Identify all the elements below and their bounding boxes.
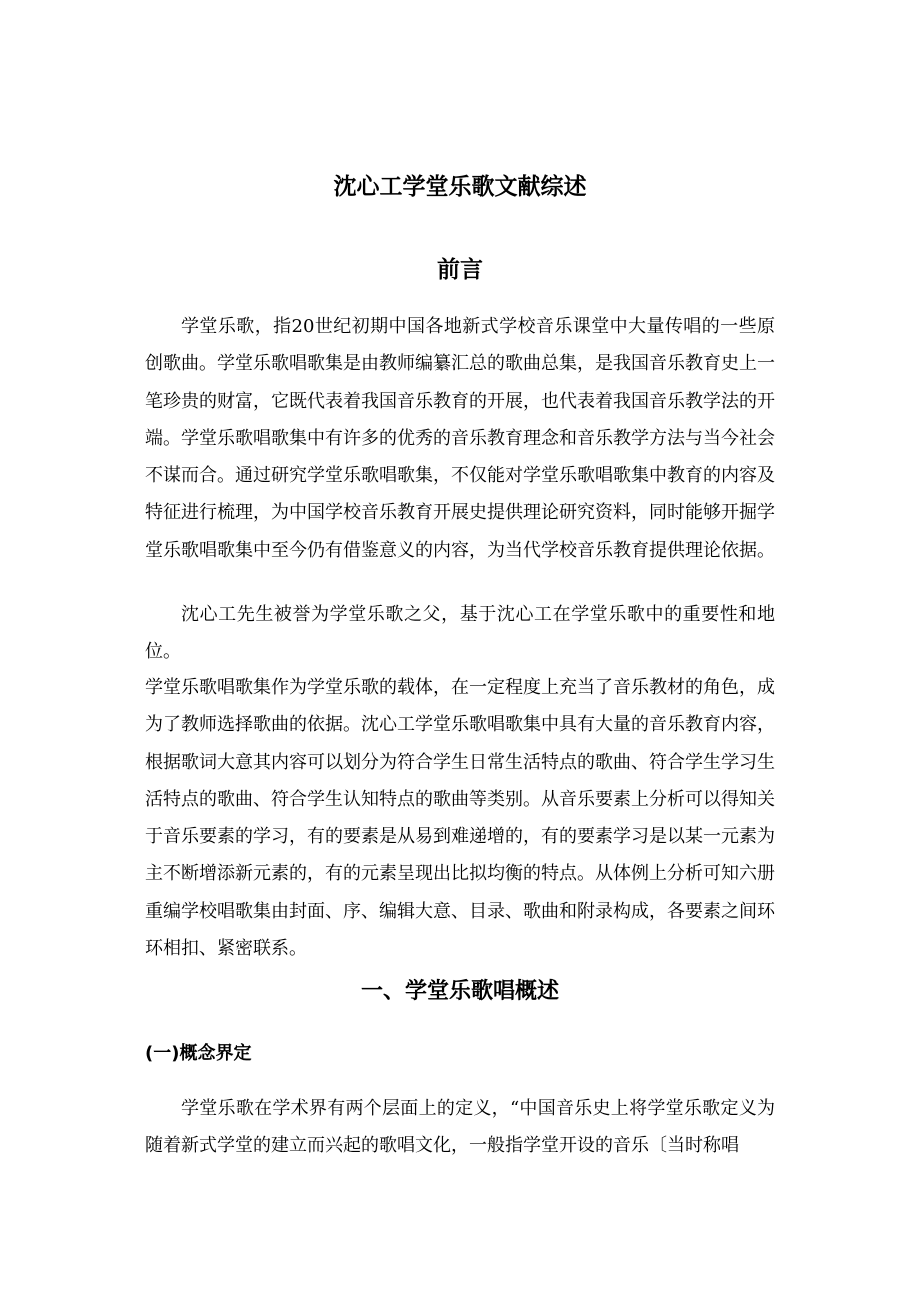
document-title: 沈心工学堂乐歌文献综述 bbox=[333, 174, 587, 200]
preface-heading: 前言 bbox=[437, 257, 483, 283]
subsection-1-heading: (一)概念界定 bbox=[145, 1043, 252, 1064]
preface-paragraph-3-block bbox=[145, 669, 775, 967]
preface-paragraph-2-block bbox=[145, 596, 775, 671]
section-1-paragraph-1-block bbox=[145, 1090, 775, 1165]
preface-paragraph-2: 沈心工先生被誉为学堂乐歌之父，基于沈心工在学堂乐歌中的重要性和地位。 bbox=[145, 604, 775, 663]
preface-paragraph-1: 学堂乐歌，指20世纪初期中国各地新式学校音乐课堂中大量传唱的一些原创歌曲。学堂乐歌唱歌集是由教师编纂汇总的歌曲总集，是我国音乐教育史上一笔珍贵的财富，它既代表着我国音乐教育的开展，也代表着我国音乐教学法的开端。学堂乐歌唱歌集中有许多的优秀的音乐教育理念和音乐教学方法与当今社会不谋而合。通过研究学堂乐歌唱歌集，不仅能对学堂乐歌唱歌集中教育的内容及特征进行梳理，为中国学校音乐教育开展史提供理论研究资料，同时能够开掘学堂乐歌唱歌集中至今仍有借鉴意义的内容，为当代学校音乐教育提供理论依据。 bbox=[145, 316, 775, 561]
preface-paragraph-3: 学堂乐歌唱歌集作为学堂乐歌的载体，在一定程度上充当了音乐教材的角色，成为了教师选择歌曲的依据。沈心工学堂乐歌唱歌集中具有大量的音乐教育内容，根据歌词大意其内容可以划分为符合学生日常生活特点的歌曲、符合学生学习生活特点的歌曲、符合学生认知特点的歌曲等类别。从音乐要素上分析可以得知关于音乐要素的学习，有的要素是从易到难递增的，有的要素学习是以某一元素为主不断增添新元素的，有的元素呈现出比拟均衡的特点。从体例上分析可知六册重编学校唱歌集由封面、序、编辑大意、目录、歌曲和附录构成，各要素之间环环相扣、紧密联系。 bbox=[145, 677, 775, 960]
preface-paragraph-1-block bbox=[145, 308, 775, 569]
section-1-heading: 一、学堂乐歌唱概述 bbox=[360, 979, 559, 1004]
section-1-paragraph-1: 学堂乐歌在学术界有两个层面上的定义，“中国音乐史上将学堂乐歌定义为随着新式学堂的建立而兴起的歌唱文化，一般指学堂开设的音乐〔当时称唱 bbox=[145, 1098, 775, 1157]
